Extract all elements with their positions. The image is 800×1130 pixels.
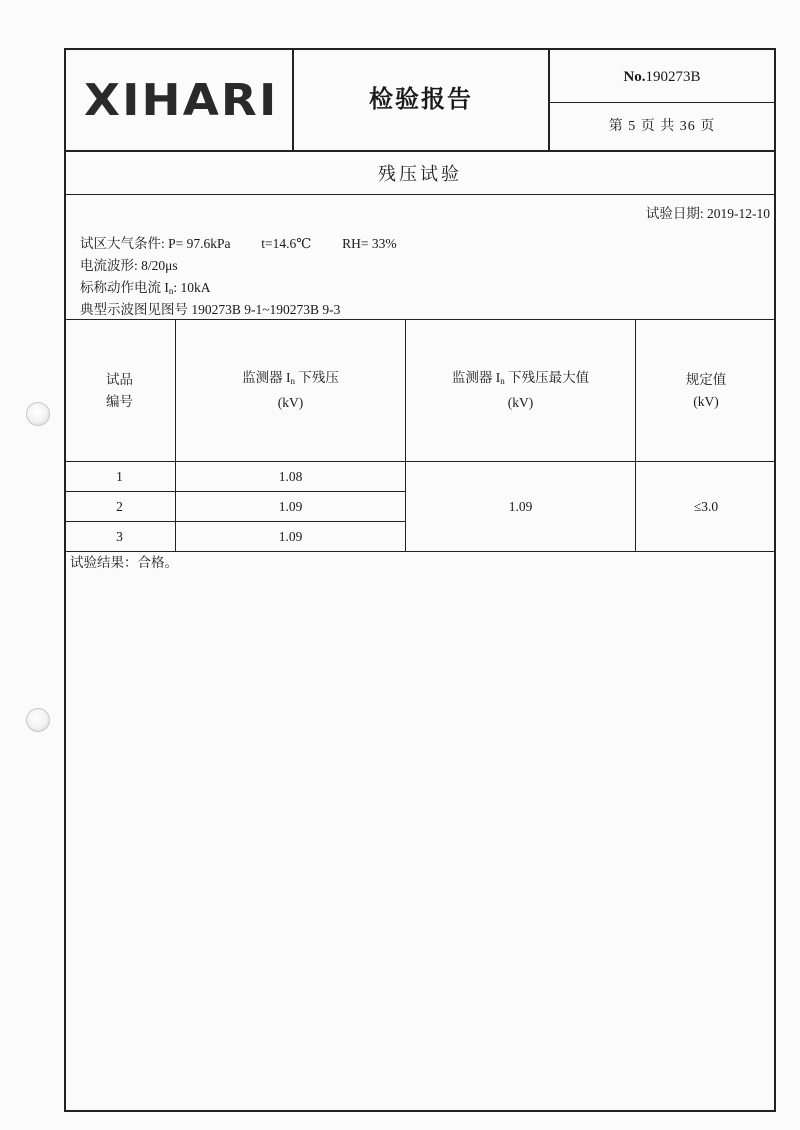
header-max-label	[452, 367, 589, 392]
header-spec-unit: (kV)	[693, 393, 719, 409]
test-date-label: 试验日期:	[645, 206, 704, 221]
test-result: 试验结果：合格。	[70, 555, 178, 570]
header-max-residual	[406, 320, 635, 461]
header-residual-label	[242, 367, 339, 392]
nominal-current-value: 10kA	[180, 280, 211, 295]
test-date	[646, 203, 770, 225]
header-residual-sub: n	[290, 376, 295, 386]
header-max-sub: n	[500, 376, 505, 386]
section-title-border	[64, 194, 776, 195]
oscillogram-value: 190273B 9-1~190273B 9-3	[191, 302, 341, 317]
nominal-current-subscript: n	[168, 286, 174, 296]
header-sample-no	[64, 320, 175, 461]
header-sample-line1: 试品	[106, 371, 133, 387]
header-bottom-border	[64, 150, 776, 152]
header-max-post: 下残压最大值	[504, 370, 590, 385]
header-residual-unit: (kV)	[277, 395, 304, 410]
spec-value: ≤3.0	[693, 498, 719, 514]
atmosphere-conditions	[80, 233, 397, 255]
report-number-value: 190273B	[645, 69, 701, 85]
punch-hole-top	[26, 402, 50, 426]
header-residual-pre: 监测器 I	[242, 370, 291, 385]
page-info: 第 5 页 共 36 页	[608, 119, 716, 134]
max-residual-value: 1.09	[508, 498, 533, 514]
row1-residual: 1.08	[278, 468, 303, 484]
waveform-value: 8/20μs	[141, 258, 178, 273]
header-residual-post: 下残压	[295, 370, 339, 385]
header-max-pre: 监测器 I	[451, 370, 501, 385]
atmosphere-label: 试区大气条件:	[80, 236, 165, 251]
humidity-value: RH= 33%	[342, 236, 397, 251]
waveform-line	[80, 255, 178, 277]
nominal-current-label: 标称动作电流 I	[80, 280, 169, 295]
temperature-value: t=14.6℃	[261, 236, 312, 251]
waveform-label: 电流波形:	[80, 258, 138, 273]
row1-sample: 1	[116, 468, 123, 484]
header-spec-value	[636, 320, 776, 461]
header-max-unit: (kV)	[507, 395, 534, 410]
header-spec-line1: 规定值	[685, 371, 727, 387]
nominal-current-colon: :	[173, 280, 178, 295]
punch-hole-bottom	[26, 708, 50, 732]
report-number	[548, 62, 776, 92]
report-number-prefix: No.	[623, 69, 646, 85]
section-title: 残压试验	[378, 164, 462, 184]
header-residual-voltage	[176, 320, 405, 461]
company-logo: XIHARI	[84, 75, 279, 126]
report-title: 检验报告	[369, 85, 473, 113]
header-divider-3	[548, 102, 776, 103]
oscillogram-label: 典型示波图见图号	[80, 302, 188, 317]
oscillogram-line	[80, 299, 340, 321]
row2-sample: 2	[116, 498, 123, 514]
row3-sample: 3	[116, 528, 123, 544]
header-sample-line2: 编号	[106, 393, 133, 409]
row3-residual: 1.09	[278, 528, 303, 544]
pressure-value: P= 97.6kPa	[168, 236, 231, 251]
row2-residual: 1.09	[278, 498, 303, 514]
test-date-value: 2019-12-10	[707, 206, 770, 221]
